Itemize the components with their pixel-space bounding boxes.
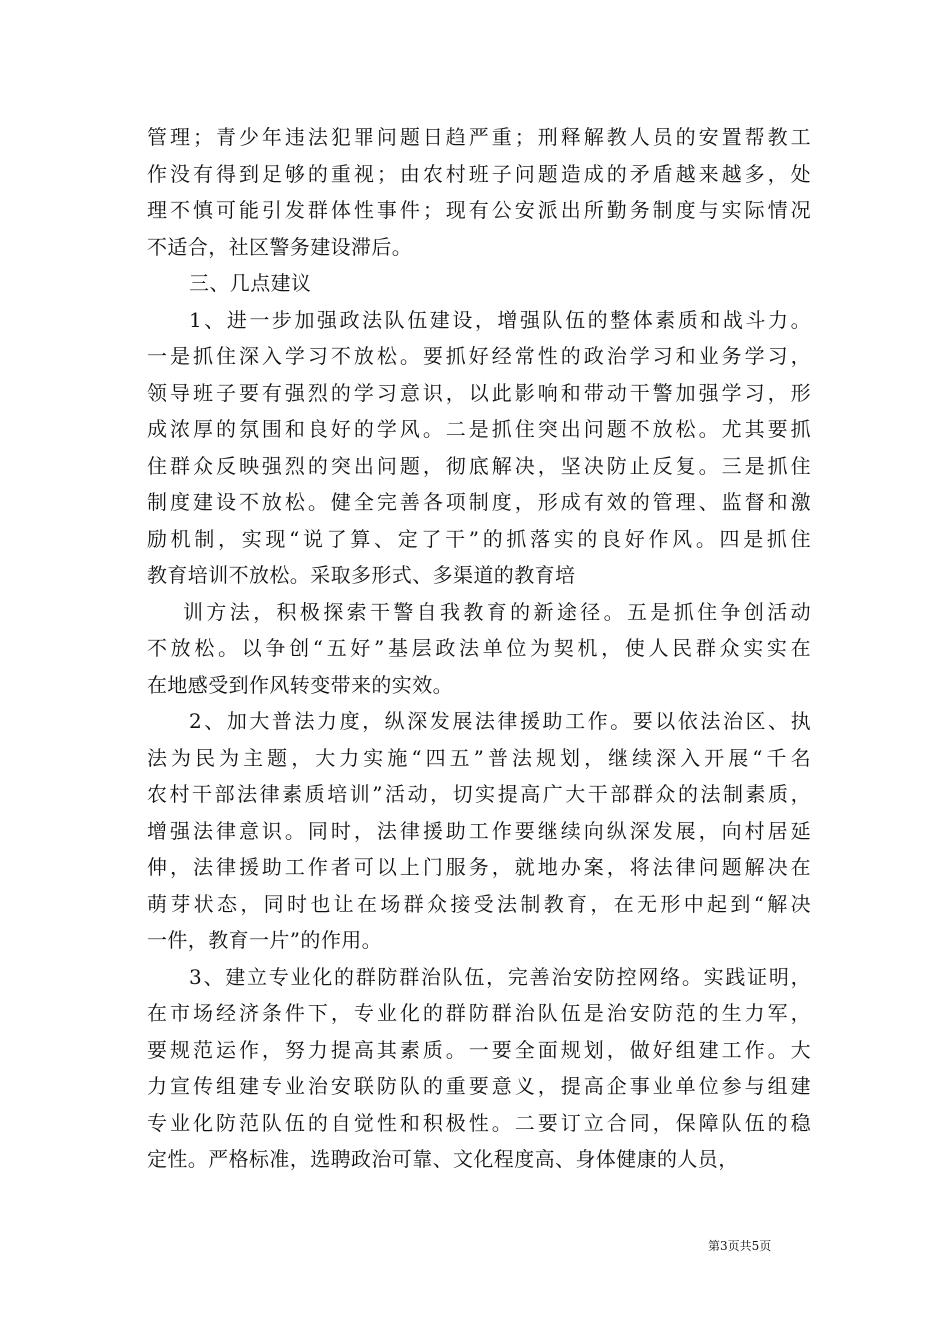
text-line: 1、进一步加强政法队伍建设，增强队伍的整体素质和战斗力。 (189, 307, 811, 332)
text-line: 励机制，实现“说了算、定了干”的抓落实的良好作风。四是抓住 (147, 526, 811, 551)
text-line: 农村干部法律素质培训”活动，切实提高广大干部群众的法制素质， (147, 782, 811, 806)
text-line: 力宣传组建专业治安联防队的重要意义，提高企事业单位参与组建 (147, 1074, 811, 1098)
text-line: 领导班子要有强烈的学习意识，以此影响和带动干警加强学习，形 (147, 380, 811, 405)
text-line: 一件，教育一片”的作用。 (147, 928, 383, 952)
page-number: 第3页共5页 (708, 1239, 772, 1253)
text-line: 定性。严格标准，选聘政治可靠、文化程度高、身体健康的人员， (147, 1147, 739, 1171)
document-body (147, 119, 811, 1178)
text-line: 要规范运作，努力提高其素质。一要全面规划，做好组建工作。大 (147, 1037, 811, 1062)
text-line: 训方法，积极探索干警自我教育的新途径。五是抓住争创活动 (183, 599, 811, 624)
text-line: 理不慎可能引发群体性事件；现有公安派出所勤务制度与实际情况 (147, 198, 811, 222)
text-line: 管理；青少年违法犯罪问题日趋严重；刑释解教人员的安置帮教工 (147, 125, 811, 149)
text-line: 在地感受到作风转变带来的实效。 (147, 672, 453, 697)
text-line: 制度建设不放松。健全完善各项制度，形成有效的管理、监督和激 (147, 490, 811, 514)
text-line: 在市场经济条件下，专业化的群防群治队伍是治安防范的生力军， (147, 1001, 811, 1025)
text-line: 一是抓住深入学习不放松。要抓好经常性的政治学习和业务学习， (147, 344, 811, 368)
text-line: 专业化防范队伍的自觉性和积极性。二要订立合同，保障队伍的稳 (147, 1110, 811, 1135)
text-line: 2、加大普法力度，纵深发展法律援助工作。要以依法治区、执 (189, 709, 811, 733)
text-line: 不适合，社区警务建设滞后。 (147, 234, 413, 259)
text-line: 3、建立专业化的群防群治队伍，完善治安防控网络。实践证明， (189, 964, 811, 989)
text-line: 作没有得到足够的重视；由农村班子问题造成的矛盾越来越多，处 (147, 161, 811, 186)
text-line: 教育培训不放松。采取多形式、多渠道的教育培 (147, 563, 576, 587)
text-line: 萌芽状态，同时也让在场群众接受法制教育，在无形中起到“解决 (147, 891, 811, 916)
text-line: 不放松。以争创“五好”基层政法单位为契机，使人民群众实实在 (147, 636, 811, 660)
text-line: 成浓厚的氛围和良好的学风。二是抓住突出问题不放松。尤其要抓 (147, 417, 811, 441)
section-heading: 三、几点建议 (189, 271, 312, 295)
text-line: 增强法律意识。同时，法律援助工作要继续向纵深发展，向村居延 (147, 818, 811, 843)
text-line: 法为民为主题，大力实施“四五”普法规划，继续深入开展“千名 (147, 745, 811, 770)
text-line: 伸，法律援助工作者可以上门服务，就地办案，将法律问题解决在 (147, 855, 811, 879)
text-line: 住群众反映强烈的突出问题，彻底解决，坚决防止反复。三是抓住 (147, 453, 811, 478)
